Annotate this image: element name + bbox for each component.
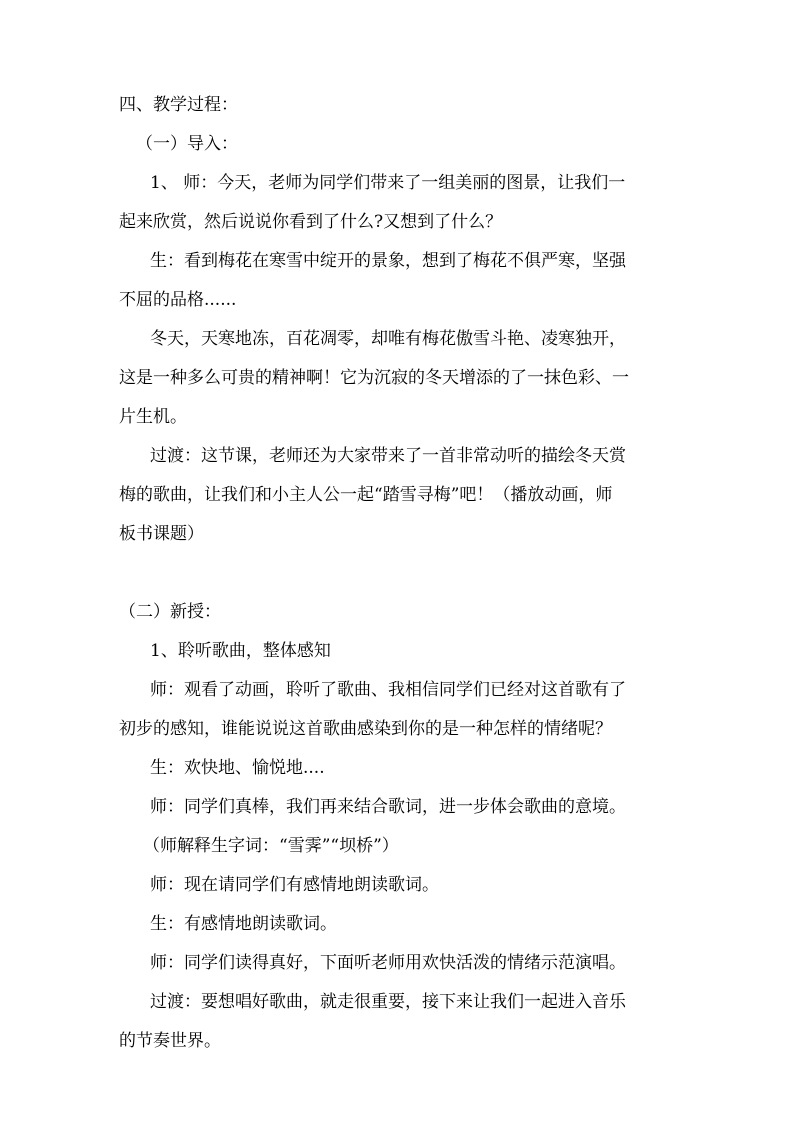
paragraph-line: 师：同学们读得真好，下面听老师用欢快活泼的情绪示范演唱。 (150, 953, 626, 973)
paragraph-line: 师：观看了动画，聆听了歌曲、我相信同学们已经对这首歌有了 (150, 680, 626, 700)
paragraph-line: 1、 师：今天，老师为同学们带来了一组美丽的图景，让我们一 (150, 173, 626, 193)
paragraph-line: 板书课题） (119, 524, 204, 544)
paragraph-line: 不屈的品格...... (119, 290, 237, 310)
paragraph-line: 这是一种多么可贵的精神啊！它为沉寂的冬天增添的了一抹色彩、一 (119, 368, 629, 388)
paragraph-line: 初步的感知，谁能说说这首歌曲感染到你的是一种怎样的情绪呢？ (119, 719, 612, 739)
subsection-heading-intro: （一）导入： (136, 134, 238, 154)
section-heading: 四、教学过程： (119, 95, 238, 115)
paragraph-line: 起来欣赏，然后说说你看到了什么?又想到了什么？ (119, 212, 503, 232)
paragraph-line: 过渡：要想唱好歌曲，就走很重要，接下来让我们一起进入音乐 (150, 992, 626, 1012)
paragraph-line: 生：看到梅花在寒雪中绽开的景象，想到了梅花不俱严寒，坚强 (150, 251, 626, 271)
paragraph-line: 师：现在请同学们有感情地朗读歌词。 (150, 875, 439, 895)
paragraph-line: （师解释生字词：“雪霁”“坝桥”） (143, 836, 399, 856)
paragraph-line: 师：同学们真棒，我们再来结合歌词，进一步体会歌曲的意境。 (150, 797, 626, 817)
paragraph-line: 冬天，天寒地冻，百花凋零，却唯有梅花傲雪斗艳、凌寒独开， (150, 329, 626, 349)
paragraph-line: 生：有感情地朗读歌词。 (150, 914, 337, 934)
subsection-heading-new-lesson: （二）新授： (119, 602, 221, 622)
paragraph-line: 的节奏世界。 (119, 1031, 221, 1051)
paragraph-line: 梅的歌曲，让我们和小主人公一起“踏雪寻梅”吧！（播放动画，师 (119, 485, 613, 505)
paragraph-line: 片生机。 (119, 407, 187, 427)
paragraph-line: 生：欢快地、愉悦地.... (150, 758, 325, 778)
paragraph-line: 过渡：这节课，老师还为大家带来了一首非常动听的描绘冬天赏 (150, 446, 626, 466)
paragraph-line: 1、聆听歌曲，整体感知 (150, 641, 331, 661)
